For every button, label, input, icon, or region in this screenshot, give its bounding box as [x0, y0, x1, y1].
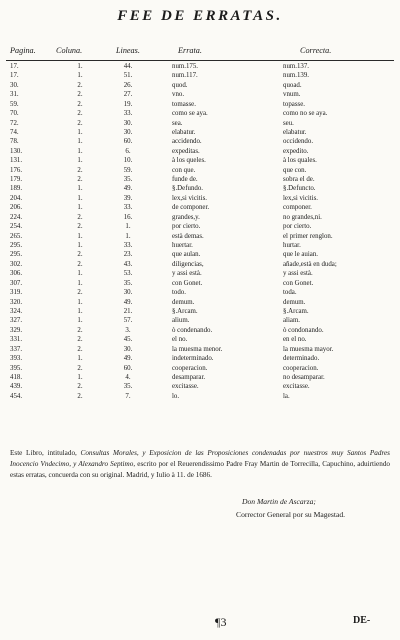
cell-correcta: el primer renglon. — [283, 232, 333, 240]
cell-lineas: 4. — [125, 373, 131, 381]
cell-errata: quod. — [172, 81, 188, 89]
cell-pagina: 327. — [10, 317, 23, 325]
cell-lineas: 33. — [123, 242, 133, 250]
cell-coluna: 2. — [77, 251, 83, 259]
table-row — [0, 250, 400, 259]
cell-lineas: 44. — [123, 63, 133, 70]
cell-coluna: 2. — [77, 110, 83, 118]
cell-correcta: sobra el de. — [283, 176, 315, 184]
cell-coluna: 1. — [77, 128, 83, 136]
header-correcta: Correcta. — [300, 46, 332, 55]
signature-mark: ¶3 — [215, 615, 227, 629]
cell-errata: desamparar. — [172, 373, 206, 381]
table-row — [0, 184, 400, 193]
header-errata: Errata. — [178, 46, 202, 55]
cell-coluna: 1. — [77, 355, 83, 363]
cell-pagina: 306. — [10, 270, 23, 278]
cell-pagina: 72. — [10, 119, 19, 127]
approval-note-intro: Este Libro, intitulado, — [10, 449, 81, 457]
table-row — [0, 194, 400, 203]
table-row — [0, 203, 400, 212]
cell-errata: lo. — [172, 392, 180, 400]
cell-lineas: 1. — [125, 232, 131, 240]
cell-coluna: 2. — [77, 100, 83, 108]
cell-correcta: no desamparar. — [283, 373, 325, 381]
cell-coluna: 2. — [77, 166, 83, 174]
cell-errata: como se aya. — [172, 110, 208, 118]
cell-coluna: 2. — [77, 260, 83, 268]
cell-lineas: 33. — [123, 204, 133, 212]
cell-correcta: ò condonando. — [283, 326, 324, 334]
cell-lineas: 27. — [123, 91, 133, 99]
table-row — [0, 316, 400, 325]
cell-lineas: 35. — [123, 279, 133, 287]
approval-note-body: escrito por el Reuerendissimo Padre Fray Martin de Torrecilla, Capuchino, aduirtiendo estas erratas, concuerda con su original. Madrid, y Iulio à 11. de 1686. — [10, 460, 391, 480]
cell-correcta: en el no. — [283, 336, 307, 344]
table-row — [0, 269, 400, 278]
cell-coluna: 1. — [77, 63, 83, 70]
cell-pagina: 307. — [10, 279, 23, 287]
cell-pagina: 329. — [10, 326, 23, 334]
cell-pagina: 393. — [10, 355, 23, 363]
cell-lineas: 30. — [123, 128, 133, 136]
cell-correcta: quoad. — [283, 81, 302, 89]
cell-correcta: no grandes,ni. — [283, 213, 322, 221]
cell-coluna: 1. — [77, 157, 83, 165]
cell-coluna: 1. — [77, 279, 83, 287]
cell-lineas: 1. — [125, 223, 131, 231]
cell-lineas: 7. — [125, 392, 131, 400]
header-rule — [6, 60, 394, 61]
table-row — [0, 392, 400, 401]
cell-errata: de componer. — [172, 204, 210, 212]
cell-coluna: 2. — [77, 336, 83, 344]
cell-correcta: componer. — [283, 204, 312, 212]
cell-errata: num.175. — [172, 63, 199, 70]
cell-pagina: 30. — [10, 81, 19, 89]
cell-errata: ò condenando. — [172, 326, 213, 334]
table-row — [0, 71, 400, 80]
catchword: DE- — [353, 615, 371, 626]
cell-lineas: 26. — [123, 81, 133, 89]
cell-errata: num.117. — [172, 72, 198, 80]
cell-coluna: 2. — [77, 326, 83, 334]
cell-errata: la muesma menor. — [172, 345, 223, 353]
cell-lineas: 53. — [123, 270, 133, 278]
cell-pagina: 324. — [10, 307, 23, 315]
cell-pagina: 395. — [10, 364, 23, 372]
cell-errata: està demas. — [172, 232, 204, 240]
cell-pagina: 302. — [10, 260, 23, 268]
cell-correcta: §.Defuncto. — [283, 185, 316, 193]
table-row — [0, 128, 400, 137]
cell-coluna: 1. — [77, 298, 83, 306]
cell-pagina: 17. — [10, 63, 19, 70]
cell-pagina: 319. — [10, 289, 23, 297]
table-row — [0, 119, 400, 128]
cell-pagina: 179. — [10, 176, 23, 184]
cell-lineas: 43. — [123, 260, 133, 268]
cell-lineas: 51. — [123, 72, 133, 80]
cell-correcta: num.139. — [283, 72, 310, 80]
table-row — [0, 298, 400, 307]
cell-pagina: 130. — [10, 147, 23, 155]
cell-lineas: 49. — [123, 185, 133, 193]
cell-pagina: 418. — [10, 373, 23, 381]
cell-lineas: 19. — [123, 100, 133, 108]
cell-coluna: 1. — [77, 204, 83, 212]
cell-errata: y assi està. — [172, 270, 202, 278]
cell-correcta: excitasse. — [283, 383, 310, 391]
cell-pagina: 131. — [10, 157, 23, 165]
cell-lineas: 39. — [123, 194, 133, 202]
cell-errata: à los queles. — [172, 157, 206, 165]
cell-pagina: 295. — [10, 251, 23, 259]
approval-note-book-title: Consultas Morales, y Exposicion de las Proposiciones condenadas por nuestros muy Santos Padres Inocencio Vndecimo, y Alexandro Septimo, — [10, 449, 390, 469]
cell-errata: §.Defundo. — [172, 185, 204, 193]
cell-correcta: la. — [283, 392, 290, 400]
header-pagina: Pagina. — [10, 46, 36, 55]
cell-lineas: 33. — [123, 110, 133, 118]
cell-errata: que aulan. — [172, 251, 201, 259]
cell-coluna: 2. — [77, 81, 83, 89]
cell-correcta: vnum. — [283, 91, 301, 99]
cell-pagina: 254. — [10, 223, 23, 231]
cell-errata: funde de. — [172, 176, 198, 184]
cell-pagina: 224. — [10, 213, 23, 221]
table-row — [0, 90, 400, 99]
cell-pagina: 320. — [10, 298, 23, 306]
table-row — [0, 166, 400, 175]
cell-coluna: 2. — [77, 383, 83, 391]
cell-coluna: 1. — [77, 373, 83, 381]
cell-correcta: seu. — [283, 119, 294, 127]
cell-pagina: 265. — [10, 232, 23, 240]
cell-correcta: como no se aya. — [283, 110, 328, 118]
page-title: FEE DE ERRATAS. — [117, 8, 283, 24]
cell-pagina: 31. — [10, 91, 19, 99]
cell-errata: indeterminado. — [172, 355, 214, 363]
cell-pagina: 74. — [10, 128, 19, 136]
cell-errata: excitasse. — [172, 383, 199, 391]
cell-coluna: 2. — [77, 91, 83, 99]
table-row — [0, 222, 400, 231]
cell-correcta: determinado. — [283, 355, 320, 363]
table-row — [0, 62, 400, 71]
cell-coluna: 2. — [77, 223, 83, 231]
table-row — [0, 81, 400, 90]
table-row — [0, 307, 400, 316]
cell-errata: §.Arcam. — [172, 307, 198, 315]
cell-lineas: 6. — [125, 147, 131, 155]
cell-coluna: 2. — [77, 176, 83, 184]
signature-role: Corrector General por su Magestad. — [236, 510, 346, 519]
cell-coluna: 2. — [77, 392, 83, 400]
cell-pagina: 189. — [10, 185, 23, 193]
cell-lineas: 49. — [123, 298, 133, 306]
table-row — [0, 100, 400, 109]
signature-name: Don Martin de Ascarza; — [242, 497, 316, 506]
cell-errata: elabatur. — [172, 128, 196, 136]
cell-pagina: 78. — [10, 138, 19, 146]
table-row — [0, 364, 400, 373]
cell-correcta: por cierto. — [283, 223, 312, 231]
cell-errata: lex,si vicitis. — [172, 194, 208, 202]
cell-errata: cooperacion. — [172, 364, 208, 372]
cell-errata: demum. — [172, 298, 195, 306]
header-lineas: Lineas. — [116, 46, 140, 55]
cell-errata: con que. — [172, 166, 196, 174]
cell-errata: tomasse. — [172, 100, 196, 108]
table-row — [0, 345, 400, 354]
errata-table — [0, 62, 400, 401]
cell-correcta: demum. — [283, 298, 306, 306]
table-row — [0, 241, 400, 250]
table-row — [0, 137, 400, 146]
cell-lineas: 60. — [123, 364, 133, 372]
cell-pagina: 59. — [10, 100, 19, 108]
table-row — [0, 175, 400, 184]
cell-pagina: 206. — [10, 204, 23, 212]
cell-lineas: 16. — [123, 213, 133, 221]
cell-correcta: hurtar. — [283, 242, 301, 250]
cell-correcta: elabatur. — [283, 128, 307, 136]
cell-lineas: 60. — [123, 138, 133, 146]
cell-lineas: 30. — [123, 119, 133, 127]
cell-lineas: 35. — [123, 176, 133, 184]
cell-coluna: 1. — [77, 317, 83, 325]
table-row — [0, 326, 400, 335]
cell-lineas: 35. — [123, 383, 133, 391]
table-row — [0, 109, 400, 118]
table-row — [0, 279, 400, 288]
cell-coluna: 2. — [77, 345, 83, 353]
cell-lineas: 3. — [125, 326, 131, 334]
cell-correcta: expedito. — [283, 147, 309, 155]
cell-lineas: 59. — [123, 166, 133, 174]
cell-coluna: 1. — [77, 72, 83, 80]
cell-coluna: 2. — [77, 364, 83, 372]
table-row — [0, 335, 400, 344]
cell-lineas: 30. — [123, 289, 133, 297]
cell-errata: grandes,y. — [172, 213, 200, 221]
table-row — [0, 373, 400, 382]
cell-correcta: à los quales. — [283, 157, 317, 165]
cell-pagina: 439. — [10, 383, 23, 391]
cell-errata: vno. — [172, 91, 185, 99]
cell-errata: todo. — [172, 289, 186, 297]
cell-correcta: aliam. — [283, 317, 301, 325]
cell-correcta: toda. — [283, 289, 297, 297]
cell-errata: alium. — [172, 317, 190, 325]
cell-coluna: 1. — [77, 242, 83, 250]
cell-pagina: 337. — [10, 345, 23, 353]
table-row — [0, 354, 400, 363]
cell-correcta: §.Arcam. — [283, 307, 309, 315]
cell-errata: huertar. — [172, 242, 193, 250]
table-row — [0, 156, 400, 165]
cell-errata: diligencias, — [172, 260, 204, 268]
header-coluna: Coluna. — [56, 46, 83, 55]
table-row — [0, 213, 400, 222]
cell-correcta: con Gonet. — [283, 279, 314, 287]
cell-correcta: la muesma mayor. — [283, 345, 334, 353]
cell-errata: con Gonet. — [172, 279, 203, 287]
table-row — [0, 382, 400, 391]
cell-coluna: 1. — [77, 194, 83, 202]
cell-coluna: 1. — [77, 138, 83, 146]
cell-pagina: 17. — [10, 72, 19, 80]
cell-lineas: 49. — [123, 355, 133, 363]
cell-lineas: 10. — [123, 157, 133, 165]
cell-correcta: que le auian. — [283, 251, 319, 259]
cell-pagina: 176. — [10, 166, 23, 174]
cell-errata: el no. — [172, 336, 188, 344]
cell-coluna: 2. — [77, 289, 83, 297]
cell-lineas: 57. — [123, 317, 133, 325]
table-header — [0, 46, 400, 58]
cell-lineas: 30. — [123, 345, 133, 353]
cell-errata: por cierto. — [172, 223, 201, 231]
cell-coluna: 2. — [77, 213, 83, 221]
cell-lineas: 21. — [123, 307, 133, 315]
cell-correcta: y assi està. — [283, 270, 313, 278]
cell-correcta: occidendo. — [283, 138, 314, 146]
cell-lineas: 45. — [123, 336, 133, 344]
table-row — [0, 288, 400, 297]
table-row — [0, 260, 400, 269]
cell-correcta: que con. — [283, 166, 307, 174]
cell-coluna: 1. — [77, 185, 83, 193]
cell-correcta: añade,està en duda; — [283, 260, 337, 268]
cell-errata: accidendo. — [172, 138, 202, 146]
cell-pagina: 70. — [10, 110, 19, 118]
cell-coluna: 1. — [77, 307, 83, 315]
table-row — [0, 232, 400, 241]
cell-errata: expeditas. — [172, 147, 200, 155]
cell-errata: sea. — [172, 119, 183, 127]
cell-coluna: 2. — [77, 119, 83, 127]
cell-correcta: cooperacion. — [283, 364, 319, 372]
approval-note — [10, 448, 390, 482]
cell-pagina: 295. — [10, 242, 23, 250]
cell-lineas: 23. — [123, 251, 133, 259]
cell-pagina: 454. — [10, 392, 23, 400]
cell-pagina: 331. — [10, 336, 23, 344]
cell-correcta: lex,si vicitis. — [283, 194, 319, 202]
cell-coluna: 1. — [77, 147, 83, 155]
cell-coluna: 1. — [77, 270, 83, 278]
cell-pagina: 204. — [10, 194, 23, 202]
table-row — [0, 147, 400, 156]
cell-coluna: 1. — [77, 232, 83, 240]
cell-correcta: topasse. — [283, 100, 306, 108]
cell-correcta: num.137. — [283, 63, 310, 70]
